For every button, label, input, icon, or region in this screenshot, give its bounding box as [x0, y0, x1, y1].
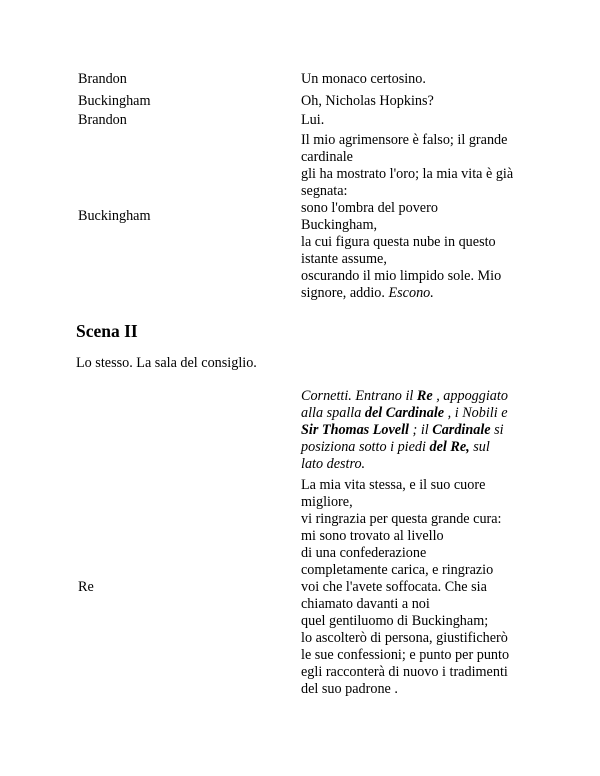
scene-setting: Lo stesso. La sala del consiglio.	[76, 355, 257, 371]
character-name: Sir Thomas Lovell	[301, 422, 409, 438]
speaker-re: Re	[78, 579, 94, 595]
dialogue-line: Buckingham,	[301, 217, 378, 233]
dialogue-line: oscurando il mio limpido sole. Mio	[301, 268, 502, 284]
dialogue-line: Oh, Nicholas Hopkins?	[301, 93, 434, 109]
dialogue-line: sono l'ombra del povero	[301, 200, 438, 216]
dialogue-line: voi che l'avete soffocata. Che sia	[301, 579, 487, 595]
speaker-brandon-1: Brandon	[78, 71, 127, 87]
dialogue-line: cardinale	[301, 149, 353, 165]
speaker-buckingham-2: Buckingham	[78, 208, 151, 224]
stage-direction-line: posiziona sotto i piedi del Re, sul	[301, 439, 490, 455]
character-name: Re	[416, 388, 433, 404]
dialogue-line: La mia vita stessa, e il suo cuore	[301, 477, 486, 493]
character-name: del Cardinale	[364, 405, 445, 421]
character-name: Cardinale	[432, 422, 491, 438]
dialogue-line: di una confederazione	[301, 545, 427, 561]
stage-direction-line: alla spalla del Cardinale , i Nobili e	[301, 405, 508, 421]
stage-direction-line: Sir Thomas Lovell ; il Cardinale si	[301, 422, 504, 438]
dialogue-line: gli ha mostrato l'oro; la mia vita è già	[301, 166, 514, 182]
dialogue-line: quel gentiluomo di Buckingham;	[301, 613, 489, 629]
dialogue-line: lo ascolterò di persona, giustificherò	[301, 630, 508, 646]
scene-title: Scena II	[76, 321, 138, 341]
speaker-buckingham-1: Buckingham	[78, 93, 151, 109]
character-name: del Re,	[429, 439, 470, 455]
dialogue-line: Un monaco certosino.	[301, 71, 426, 87]
dialogue-text: signore, addio.	[301, 285, 389, 301]
dialogue-line: Lui.	[301, 112, 325, 128]
stage-direction-line: Cornetti. Entrano il Re , appoggiato	[301, 388, 508, 404]
dialogue-line: vi ringrazia per questa grande cura:	[301, 511, 502, 527]
dialogue-line: del suo padrone .	[301, 681, 398, 697]
dialogue-line: segnata:	[301, 183, 348, 199]
dialogue-line: egli racconterà di nuovo i tradimenti	[301, 664, 508, 680]
dialogue-line: chiamato davanti a noi	[301, 596, 430, 612]
stage-direction-exit: Escono.	[388, 285, 434, 301]
dialogue-line-last	[301, 285, 434, 302]
speaker-brandon-2: Brandon	[78, 112, 127, 128]
dialogue-line: istante assume,	[301, 251, 387, 267]
stage-direction-line: lato destro.	[301, 456, 366, 472]
dialogue-line: completamente carica, e ringrazio	[301, 562, 494, 578]
dialogue-line: le sue confessioni; e punto per punto	[301, 647, 510, 663]
dialogue-line: migliore,	[301, 494, 353, 510]
dialogue-line: Il mio agrimensore è falso; il grande	[301, 132, 508, 148]
dialogue-line: mi sono trovato al livello	[301, 528, 444, 544]
dialogue-line: la cui figura questa nube in questo	[301, 234, 496, 250]
